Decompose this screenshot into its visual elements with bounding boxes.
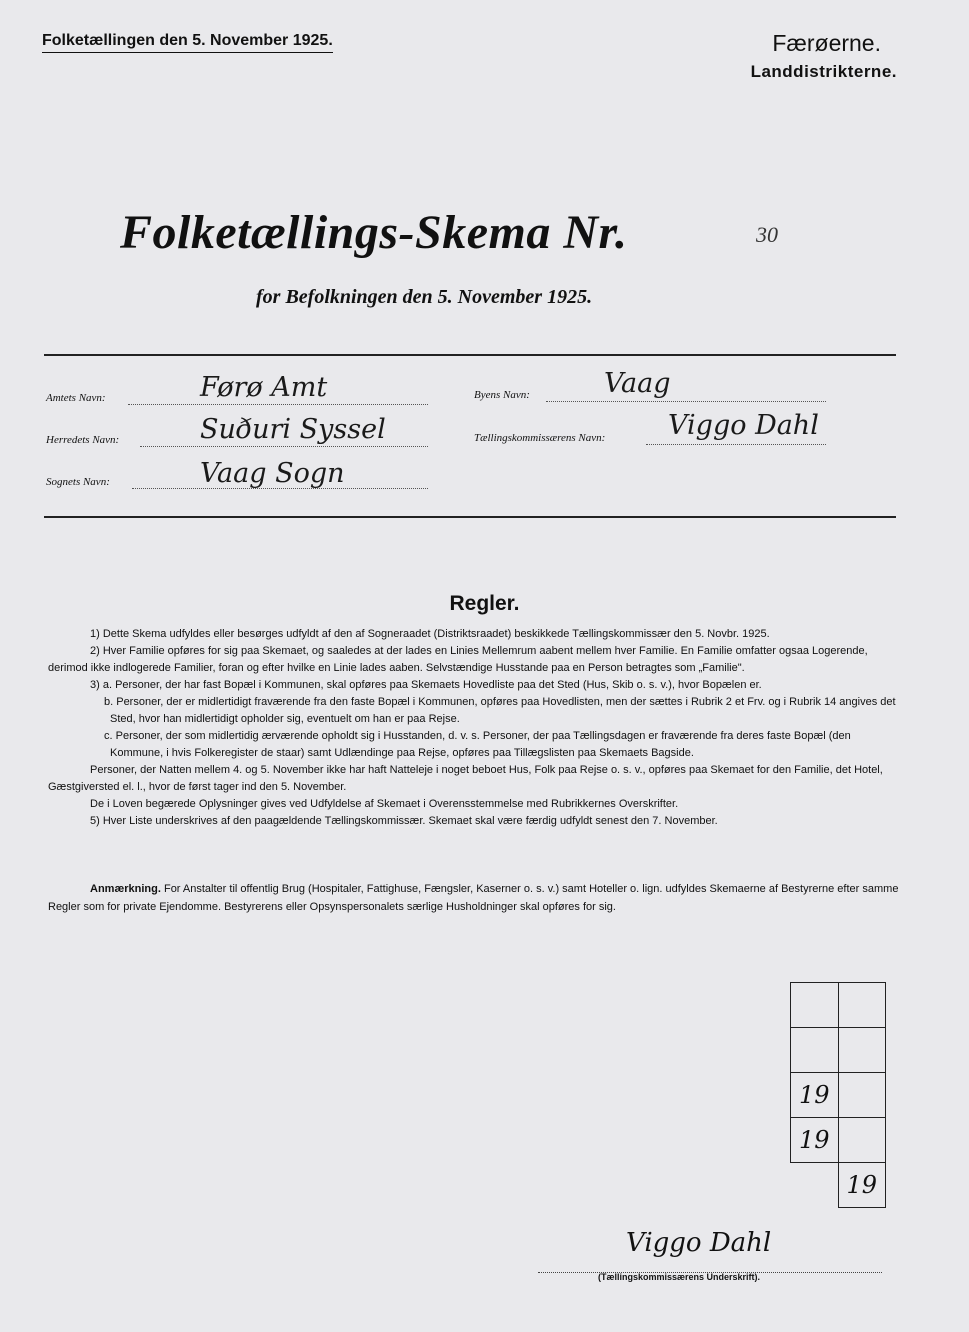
rule-3a: 3) a. Personer, der har fast Bopæl i Kommunen, skal opføres paa Skemaets Hovedliste paa det Sted (Hus, Skib o. s. v.), hvor Bopælen er. — [90, 679, 762, 691]
amt-value: Førø Amt — [200, 372, 328, 403]
remark-text: For Anstalter til offentlig Brug (Hospitaler, Fattighuse, Fængsler, Kaserner o. s. v.) samt Hoteller o. lign. udfyldes Skemaerne af Bestyrerne efter samme Regler som for private Ejendomme. Bestyrerens eller Opsynspersonalets særlige Husholdninger skal opføres for sig. — [48, 883, 899, 913]
herred-value: Suðuri Syssel — [200, 414, 386, 445]
tally-cell — [838, 1118, 886, 1163]
herred-line — [140, 446, 428, 447]
tally-cell — [838, 983, 886, 1028]
tally-cell: 19 — [791, 1073, 839, 1118]
form-number-handwritten: 30 — [756, 222, 778, 247]
rule-2: 2) Hver Familie opføres for sig paa Skemaet, og saaledes at der lades en Linies Mellemrum aabent mellem hver Familie. En Familie omfatter ogsaa Logerende, derimod ikke indlogerede Familier, foran og efter hvilke en Linie lades aaben. Selvstændige Husstande paa en Person betragtes som „Familie". — [48, 645, 868, 674]
rule-4: Personer, der Natten mellem 4. og 5. November ikke har haft Natteleje i noget beboet Hus, Folk paa Rejse o. s. v., opføres paa Skemaet for den Familie, det Hotel, Gæstgiversted el. l., hvor de først tager ind den 5. November. — [48, 764, 883, 793]
tally-cell-empty — [791, 1163, 839, 1208]
amt-label: Amtets Navn: — [46, 392, 106, 404]
region-name: Færøerne. — [772, 30, 881, 56]
tally-cell — [791, 1028, 839, 1073]
rule-3b: b. Personer, der er midlertidigt fraværende fra den faste Bopæl i Kommunen, opføres paa Hovedlisten, men der sættes i Rubrik 2 et Frv. og i Rubrik 14 angives det Sted, hvor han midlertidigt opholder sig, eventuelt om han er paa Rejse. — [104, 696, 896, 725]
sogn-label: Sognets Navn: — [46, 476, 110, 488]
tally-cell — [838, 1073, 886, 1118]
rule-1: 1) Dette Skema udfyldes eller besørges udfyldt af den af Sogneraadet (Distriktsraadet) beskikkede Tællingskommissær den 5. Novbr. 1925. — [90, 628, 770, 640]
rule-3c: c. Personer, der som midlertidig ærværende opholdt sig i Husstanden, d. v. s. Personer, der paa Tællingsdagen er fraværende fra deres faste Bopæl (den Kommune, i hvis Folkeregister de staar) samt Udlændinge paa Rejse, opføres paa Tillægslisten paa Skemaets Bagside. — [104, 730, 851, 759]
herred-label: Herredets Navn: — [46, 434, 120, 446]
tally-cell — [791, 983, 839, 1028]
kommissaer-line — [646, 444, 826, 445]
sogn-value: Vaag Sogn — [200, 458, 345, 489]
tally-cell: 19 — [791, 1118, 839, 1163]
top-rule — [44, 354, 896, 356]
district-type: Landdistrikterne. — [750, 62, 897, 81]
remark-label: Anmærkning. — [90, 883, 161, 895]
kommissaer-label: Tællingskommissærens Navn: — [474, 432, 606, 444]
form-subtitle: for Befolkningen den 5. November 1925. — [256, 286, 593, 308]
tally-cell: 19 — [838, 1163, 886, 1208]
rules-body — [48, 626, 901, 830]
commissioner-signature: Viggo Dahl — [626, 1228, 772, 1258]
tally-grid — [790, 982, 886, 1218]
form-title: Folketællings-Skema Nr. — [120, 206, 628, 259]
rules-heading: Regler. — [449, 592, 520, 615]
remark — [48, 880, 901, 916]
signature-caption: (Tællingskommissærens Underskrift). — [598, 1272, 761, 1282]
tally-cell — [838, 1028, 886, 1073]
by-line — [546, 401, 826, 402]
rule-5: 5) Hver Liste underskrives af den paagældende Tællingskommissær. Skemaet skal være færdig udfyldt senest den 7. November. — [90, 815, 718, 827]
kommissaer-value: Viggo Dahl — [668, 410, 819, 441]
by-value: Vaag — [604, 368, 671, 399]
bottom-rule — [44, 516, 896, 518]
amt-line — [128, 404, 428, 405]
by-label: Byens Navn: — [474, 389, 530, 401]
rule-4b: De i Loven begærede Oplysninger gives ved Udfyldelse af Skemaet i Overensstemmelse med Rubrikkernes Overskrifter. — [90, 798, 679, 810]
census-date-line: Folketællingen den 5. November 1925. — [42, 32, 333, 53]
